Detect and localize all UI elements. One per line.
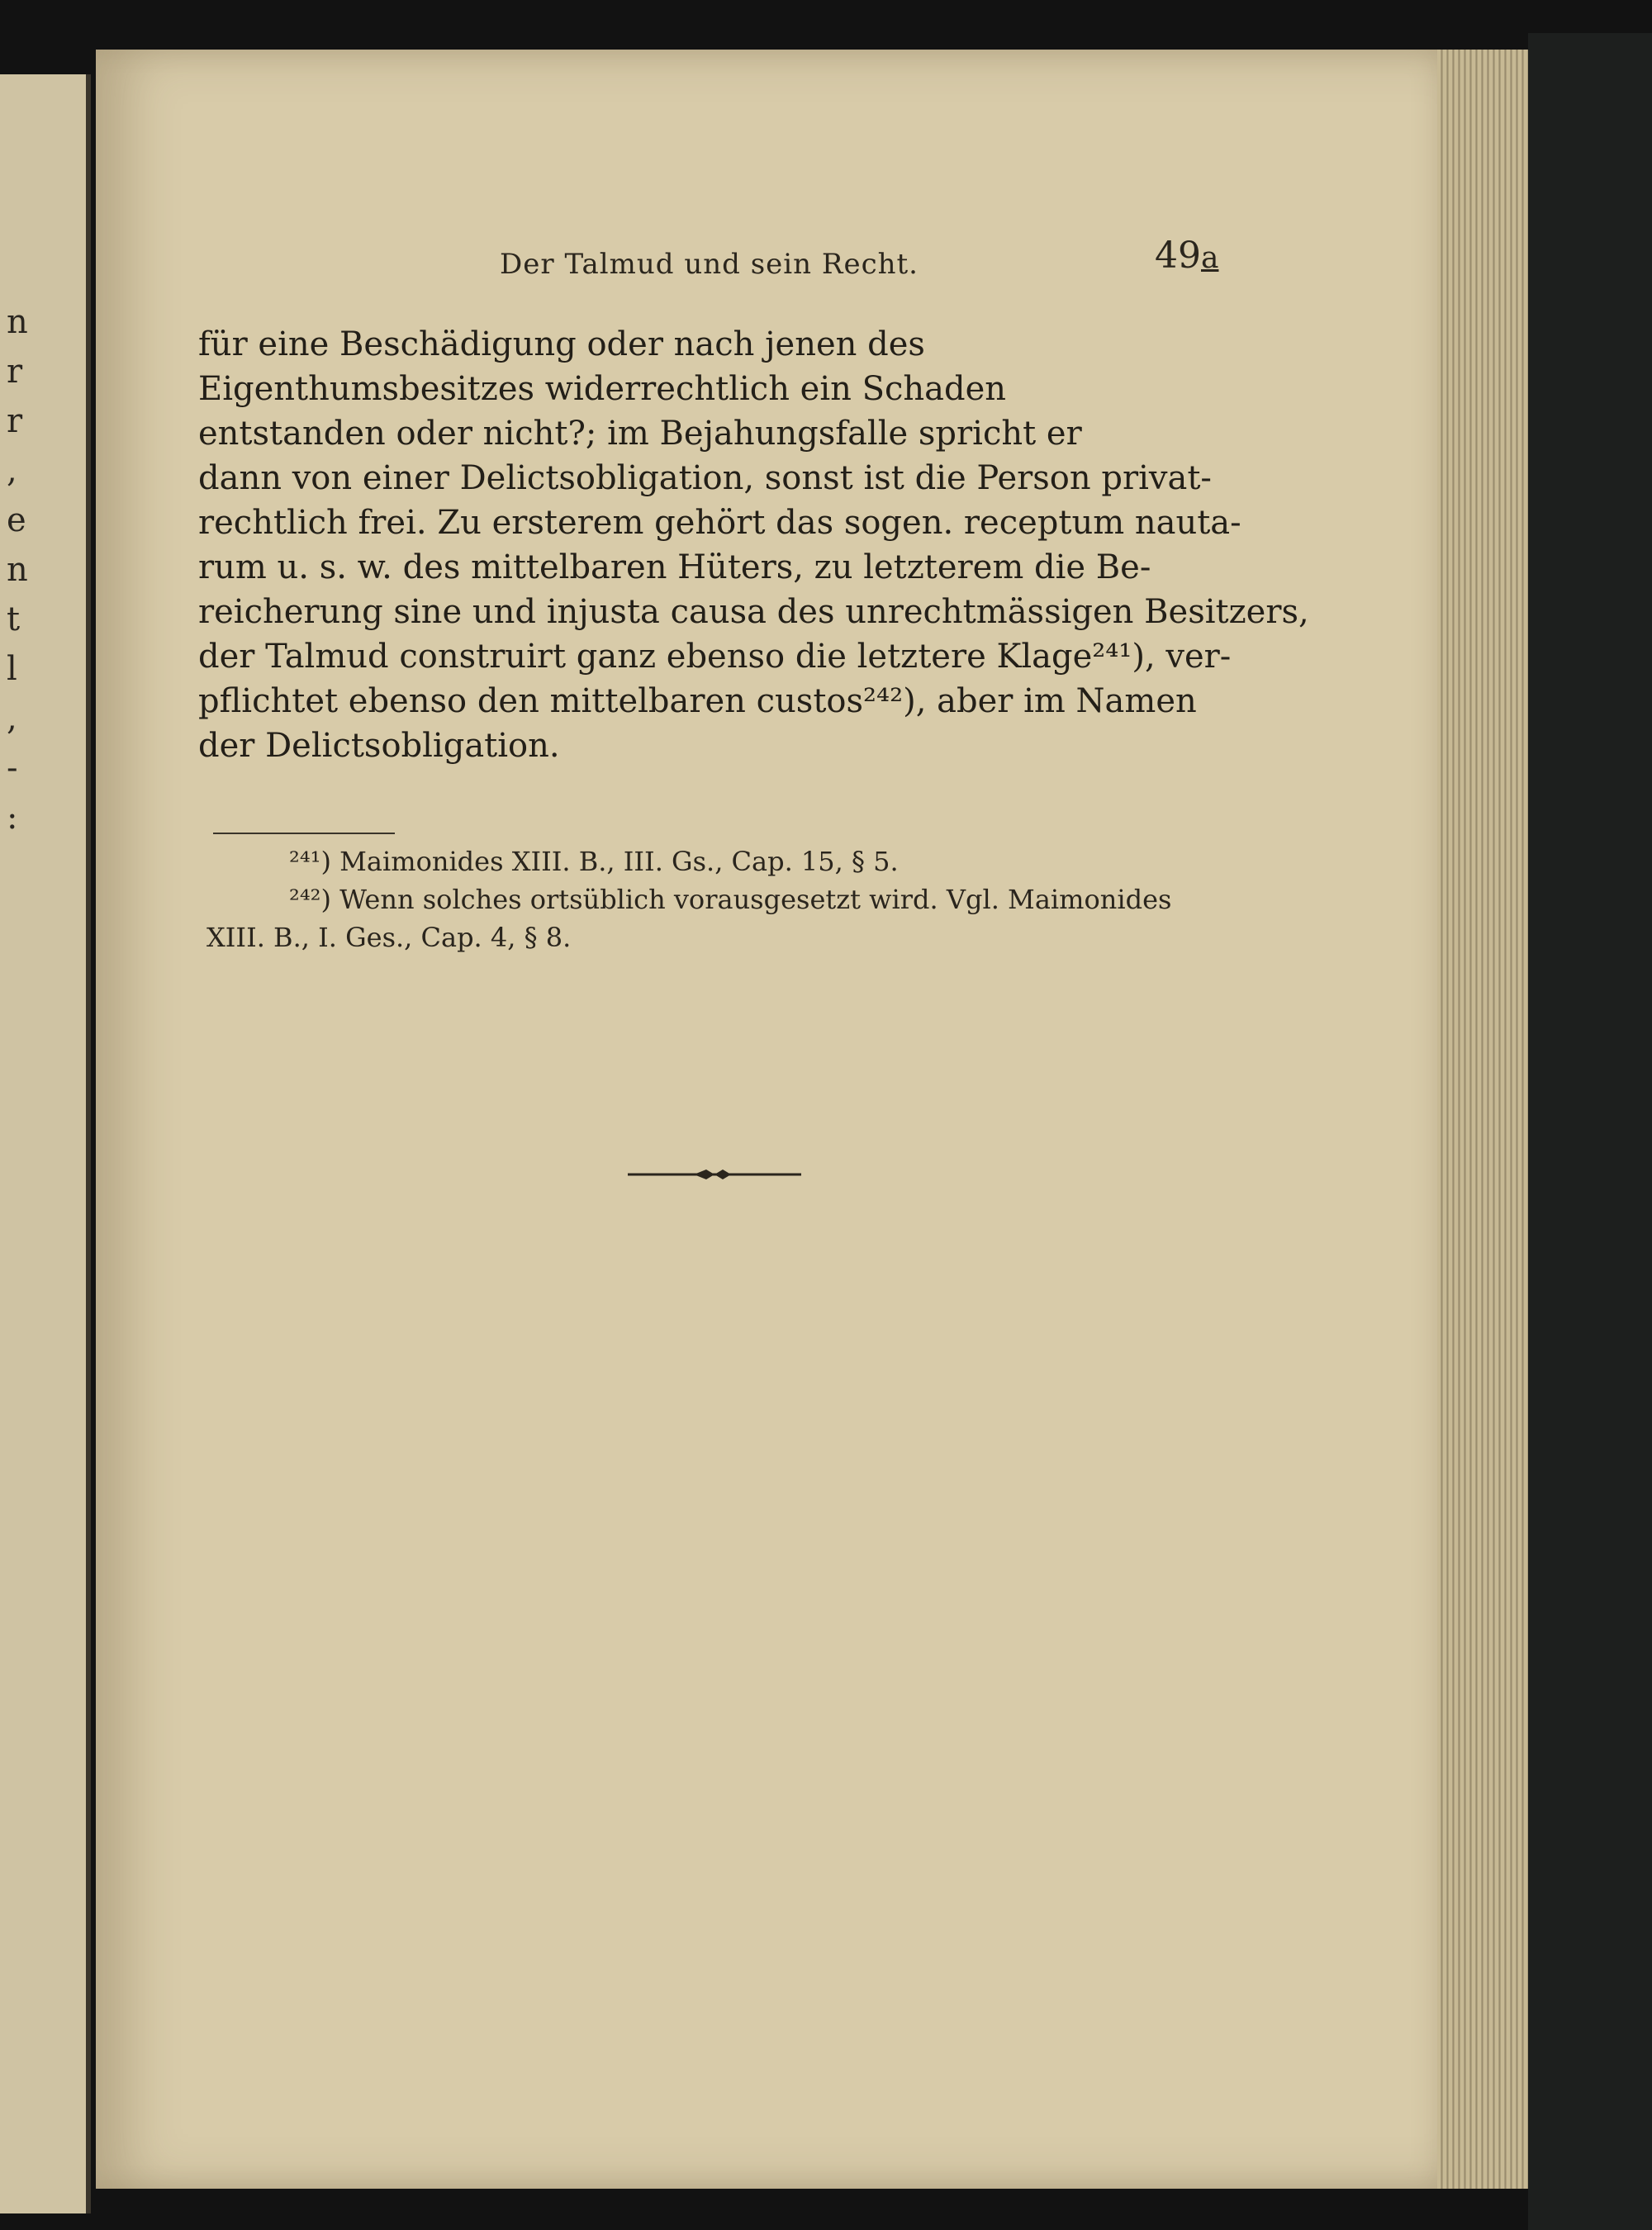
left-page-fragment: ,: [7, 700, 17, 738]
footnotes: [206, 842, 1206, 956]
page-number-value: 49: [1155, 235, 1201, 277]
left-page-fragment: n: [7, 303, 28, 341]
end-ornament-icon: [628, 1166, 801, 1183]
running-head: Der Talmud und sein Recht.: [500, 248, 919, 281]
left-page-fragment: ,: [7, 452, 17, 490]
page-number: [1155, 235, 1218, 277]
page-edges: [1437, 50, 1528, 2189]
left-page-fragment: r: [7, 353, 23, 391]
left-page-fragment: -: [7, 749, 18, 787]
body-text: [198, 322, 1309, 768]
left-page-fragment: n: [7, 551, 28, 589]
left-page-edge: [0, 74, 91, 2213]
footnote-rule: [213, 833, 395, 834]
page-number-suffix: a: [1201, 241, 1219, 275]
book-cover: [1528, 33, 1652, 2230]
left-page-fragment: r: [7, 402, 23, 440]
left-page-fragment: :: [7, 799, 18, 837]
left-page-fragment: e: [7, 501, 26, 539]
body-line: der Delictsobligation.: [198, 727, 560, 765]
body-line: reicherung sine und injusta causa des unrechtmässigen Besitzers,: [198, 593, 1309, 631]
left-page-fragment: l: [7, 650, 17, 688]
body-line: dann von einer Delictsobligation, sonst ist die Person privat-: [198, 459, 1212, 497]
body-line: entstanden oder nicht?; im Bejahungsfalle spricht er: [198, 415, 1082, 453]
body-line: rechtlich frei. Zu ersterem gehört das sogen. receptum nauta-: [198, 504, 1241, 542]
body-line: rum u. s. w. des mittelbaren Hüters, zu letzterem die Be-: [198, 548, 1151, 586]
body-line: Eigenthumsbesitzes widerrechtlich ein Schaden: [198, 370, 1007, 408]
footnote-242-continued: XIII. B., I. Ges., Cap. 4, § 8.: [206, 922, 572, 953]
footnote-242: ²⁴²) Wenn solches ortsüblich vorausgesetzt wird. Vgl. Maimonides: [289, 884, 1172, 915]
body-line: für eine Beschädigung oder nach jenen des: [198, 325, 925, 363]
body-line: pflichtet ebenso den mittelbaren custos²⁴²), aber im Namen: [198, 682, 1197, 720]
footnote-241: ²⁴¹) Maimonides XIII. B., III. Gs., Cap. 15, § 5.: [289, 846, 899, 877]
body-line: der Talmud construirt ganz ebenso die letztere Klage²⁴¹), ver-: [198, 638, 1232, 676]
left-page-fragment: t: [7, 600, 21, 638]
